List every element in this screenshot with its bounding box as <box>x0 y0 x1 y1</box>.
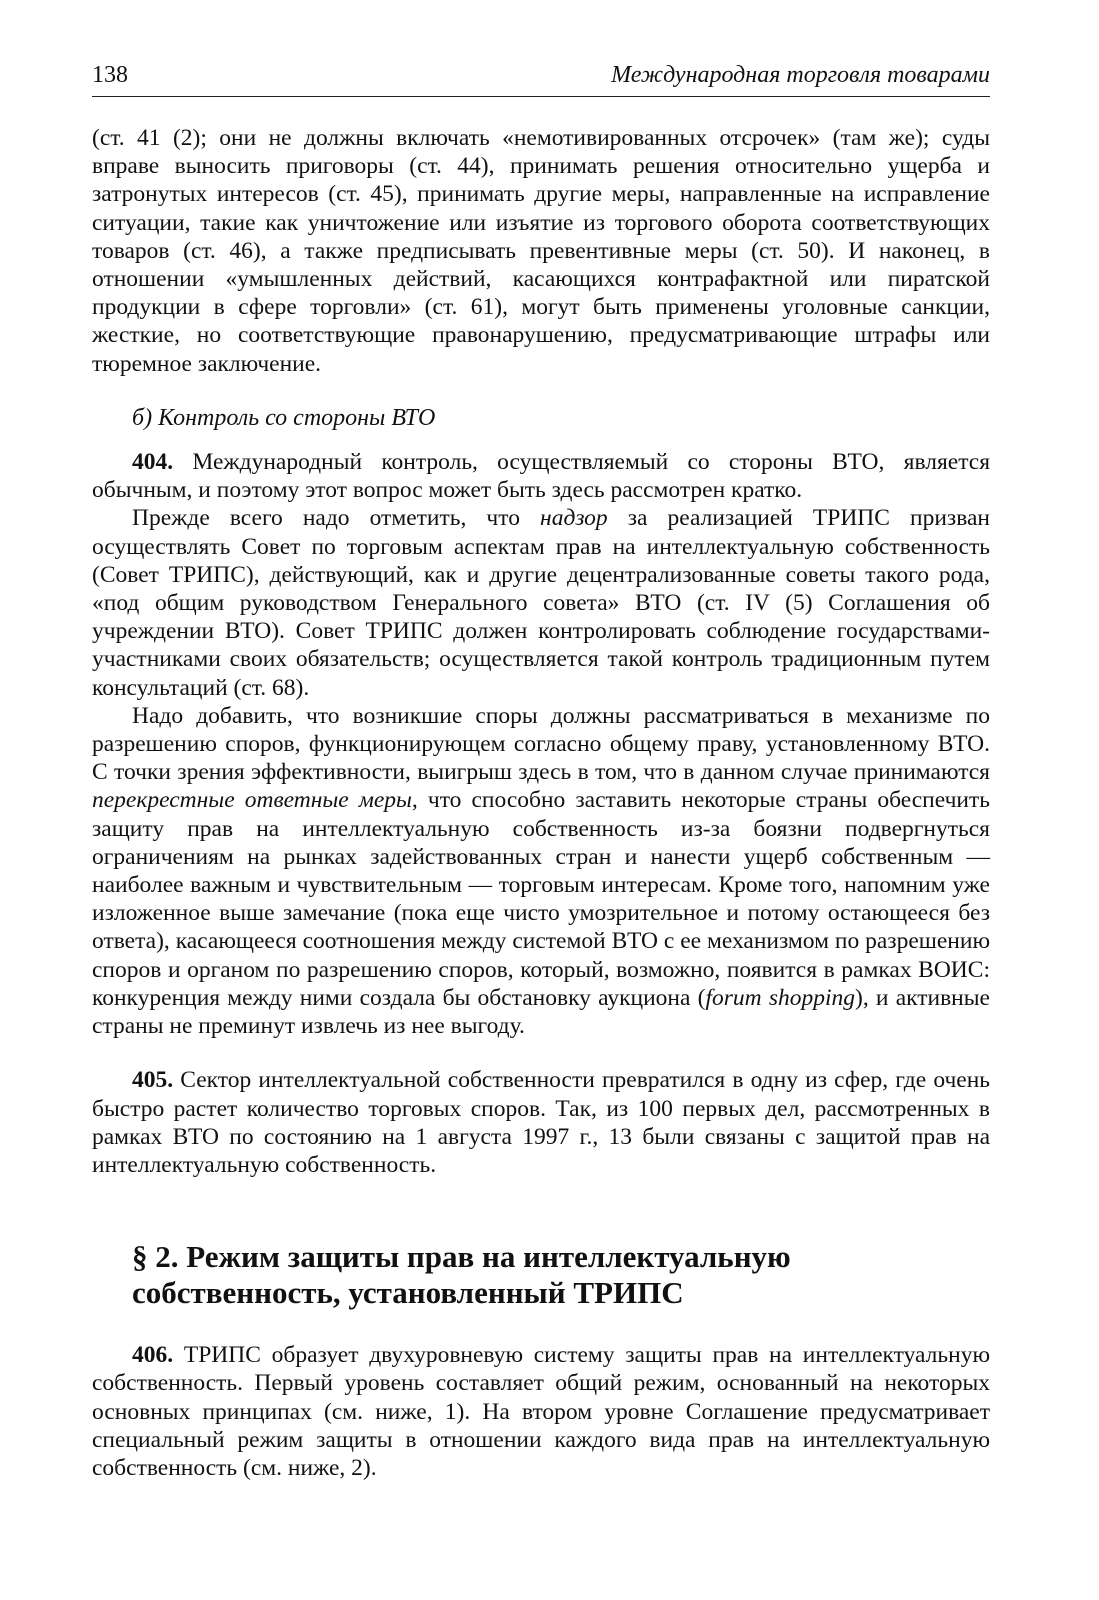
paragraph-405 <box>92 1066 990 1179</box>
paragraph-406 <box>92 1341 990 1482</box>
paragraph-number: 405. <box>132 1067 174 1094</box>
paragraph-text: за реализацией ТРИПС призван осуществлять Совет по торговым аспектам прав на интеллектуальную собственность (Совет ТРИПС), действующий, как и другие децентрализованные советы такого рода, «под общим руководством Генерального совета» ВТО (ст. IV (5) Соглашения об учреждении ВТО). Совет ТРИПС должен контролировать соблюдение государствами-участниками своих обязательств; осуществляется такой контроль традиционным путем консультаций (ст. 68). <box>92 505 990 701</box>
paragraph-404-disputes <box>92 702 990 1040</box>
paragraph-number: 404. <box>132 449 174 476</box>
emphasis-text: перекрестные ответные меры <box>92 787 412 814</box>
emphasis-text: forum shopping <box>705 984 855 1011</box>
paragraph-text: Сектор интеллектуальной собственности превратился в одну из сфер, где очень быстро растет количество торговых споров. Так, из 100 первых дел, рассмотренных в рамках ВТО по состоянию на 1 августа 1997 г., 13 были связаны с защитой прав на интеллектуальную собственность. <box>92 1067 990 1178</box>
paragraph-text: Надо добавить, что возникшие споры должны рассматриваться в механизме по разрешению споров, функционирующем согласно общему праву, установленному ВТО. С точки зрения эффективности, выигрыш здесь в том, что в данном случае принимаются <box>92 702 990 786</box>
paragraph-404-supervision <box>92 504 990 701</box>
section-heading: § 2. Режим защиты прав на интеллектуальную собственность, установленный ТРИПС <box>132 1239 791 1311</box>
subsection-heading: б) Контроль со стороны ВТО <box>132 404 436 431</box>
paragraph-text: , что способно заставить некоторые страны обеспечить защиту прав на интеллектуальную собственность из-за боязни подвергнуться ограничениям на рынках задействованных стран и нанести ущерб собственным — наиболее важным и чувствительным — торговым интересам. Кроме того, напомним уже изложенное выше замечание (пока еще чисто умозрительное и потому остающееся без ответа), касающееся соотношения между системой ВТО с ее механизмом по разрешению споров и органом по разрешению споров, который, возможно, появится в рамках ВОИС: конкуренция между ними создала бы обстановку аукциона ( <box>92 787 990 1011</box>
paragraph-text: ), и активные страны не преминут извлечь из нее выгоду. <box>92 984 990 1040</box>
paragraph-404 <box>92 448 990 504</box>
page-number: 138 <box>92 62 128 88</box>
paragraph-continued: (ст. 41 (2); они не должны включать «немотивированных отсрочек» (там же); суды вправе выносить приговоры (ст. 44), принимать решения относительно ущерба и затронутых интересов (ст. 45), принимать другие меры, направленные на исправление ситуации, такие как уничтожение или изъятие из торгового оборота соответствующих товаров (ст. 46), а также предписывать превентивные меры (ст. 50). И наконец, в отношении «умышленных действий, касающихся контрафактной или пиратской продукции в сфере торговли» (ст. 61), могут быть применены уголовные санкции, жесткие, но соответствующие правонарушению, предусматривающие штрафы или тюремное заключение. <box>92 125 990 377</box>
paragraph-text: Прежде всего надо отметить, что <box>132 505 541 532</box>
paragraph-text: ТРИПС образует двухуровневую систему защиты прав на интеллектуальную собственность. Первый уровень составляет общий режим, основанный на некоторых основных принципах (см. ниже, 1). На втором уровне Соглашение предусматривает специальный режим защиты в отношении каждого вида прав на интеллектуальную собственность (см. ниже, 2). <box>92 1342 990 1481</box>
page-body <box>92 124 990 1482</box>
page-header <box>92 60 990 97</box>
paragraph-number: 406. <box>132 1342 174 1369</box>
paragraph-text: Международный контроль, осуществляемый со стороны ВТО, является обычным, и поэтому этот вопрос может быть здесь рассмотрен кратко. <box>92 449 990 504</box>
running-title: Международная торговля товарами <box>611 62 990 88</box>
emphasis-text: надзор <box>540 505 608 532</box>
